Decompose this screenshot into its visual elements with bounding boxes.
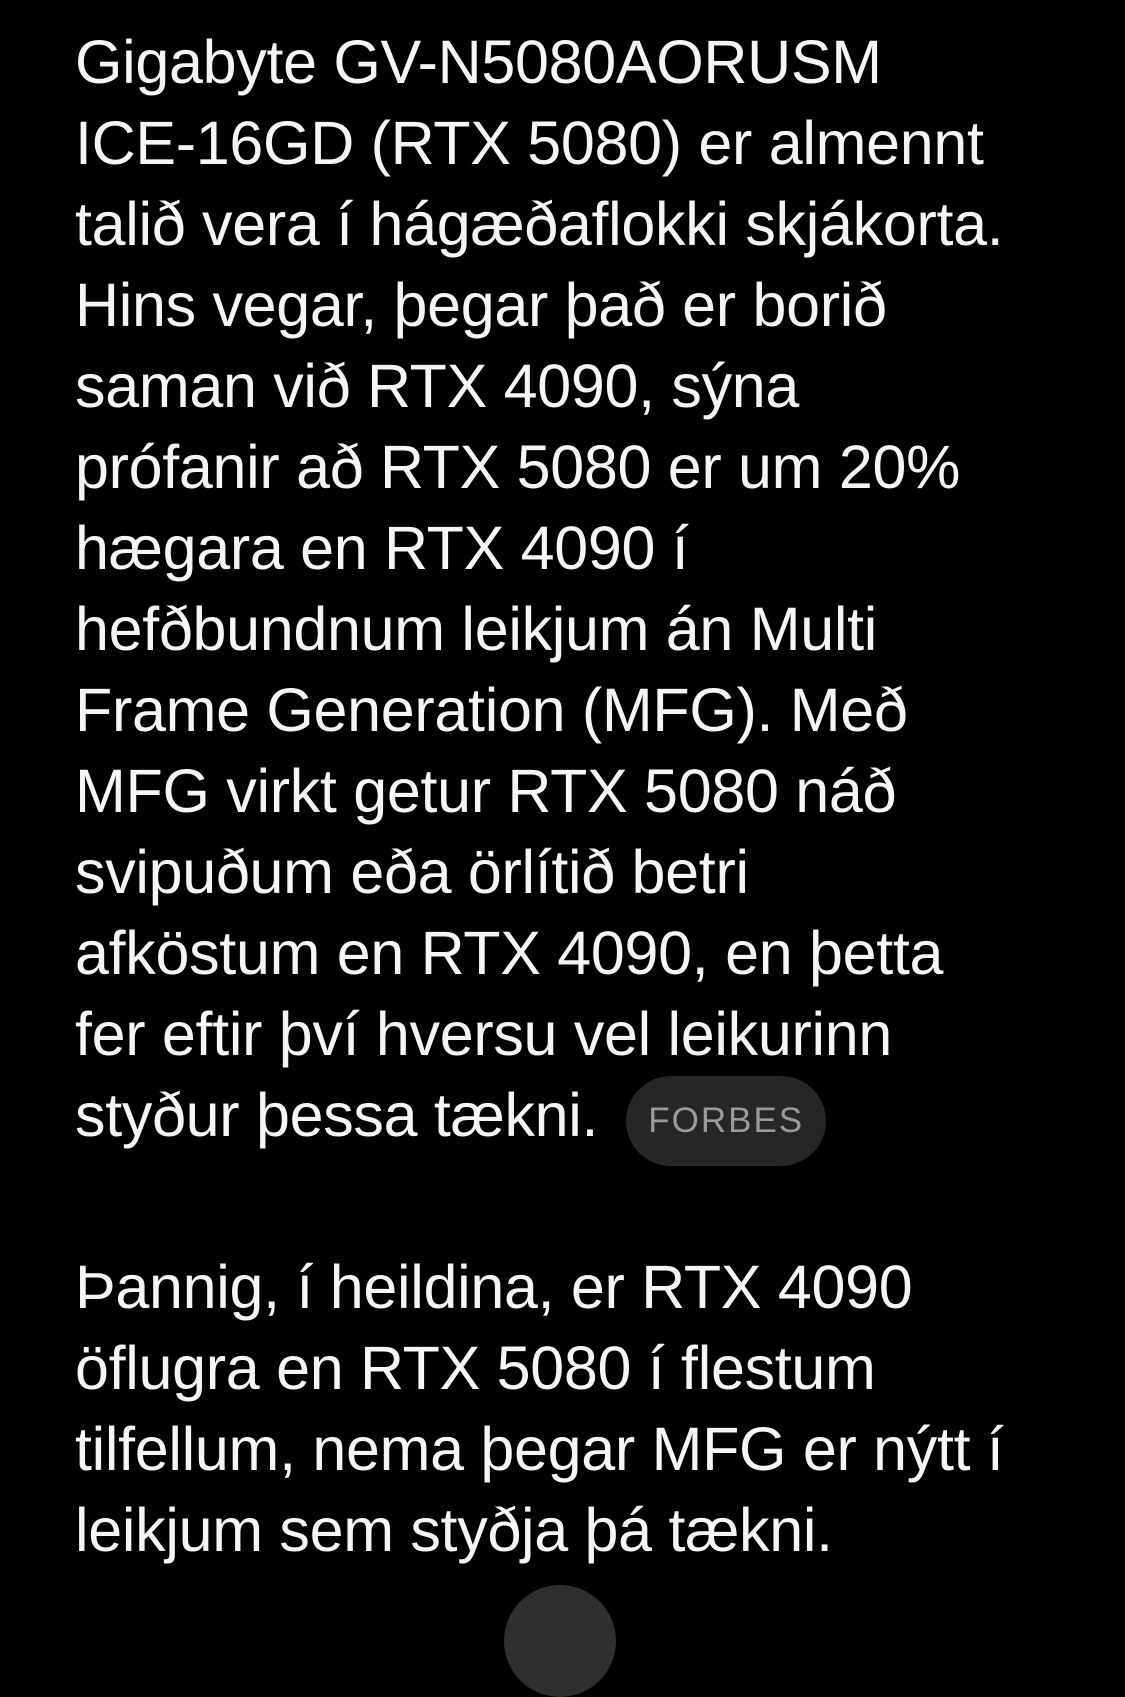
message-line: Gigabyte GV-N5080AORUSM	[75, 28, 882, 96]
message-line: Hins vegar, þegar það er borið	[75, 271, 887, 339]
message-line	[75, 1075, 1075, 1156]
message-line: leikjum sem styðja þá tækni.	[75, 1496, 833, 1564]
message-line-text: styður þessa tækni.	[75, 1081, 599, 1149]
message-line: Frame Generation (MFG). Með	[75, 676, 908, 744]
message-line: hefðbundnum leikjum án Multi	[75, 595, 877, 663]
message-line: saman við RTX 4090, sýna	[75, 352, 800, 420]
message-line: Þannig, í heildina, er RTX 4090	[75, 1253, 913, 1321]
message-paragraph-1	[75, 22, 1075, 1156]
scroll-to-bottom-button[interactable]	[504, 1585, 616, 1697]
citation-pill-forbes[interactable]	[626, 1076, 826, 1166]
message-line: öflugra en RTX 5080 í flestum	[75, 1334, 876, 1402]
message-line: afköstum en RTX 4090, en þetta	[75, 919, 944, 987]
assistant-message	[75, 22, 1075, 1571]
message-line: prófanir að RTX 5080 er um 20%	[75, 433, 961, 501]
message-line: fer eftir því hversu vel leikurinn	[75, 1000, 893, 1068]
message-line: tilfellum, nema þegar MFG er nýtt í	[75, 1415, 1004, 1483]
citation-pill-label: FORBES	[648, 1101, 805, 1140]
message-paragraph-2	[75, 1247, 1075, 1571]
message-line: ICE-16GD (RTX 5080) er almennt	[75, 109, 984, 177]
message-line: hægara en RTX 4090 í	[75, 514, 689, 582]
message-line: MFG virkt getur RTX 5080 náð	[75, 757, 897, 825]
message-line: svipuðum eða örlítið betri	[75, 838, 749, 906]
message-line: talið vera í hágæðaflokki skjákorta.	[75, 190, 1004, 258]
